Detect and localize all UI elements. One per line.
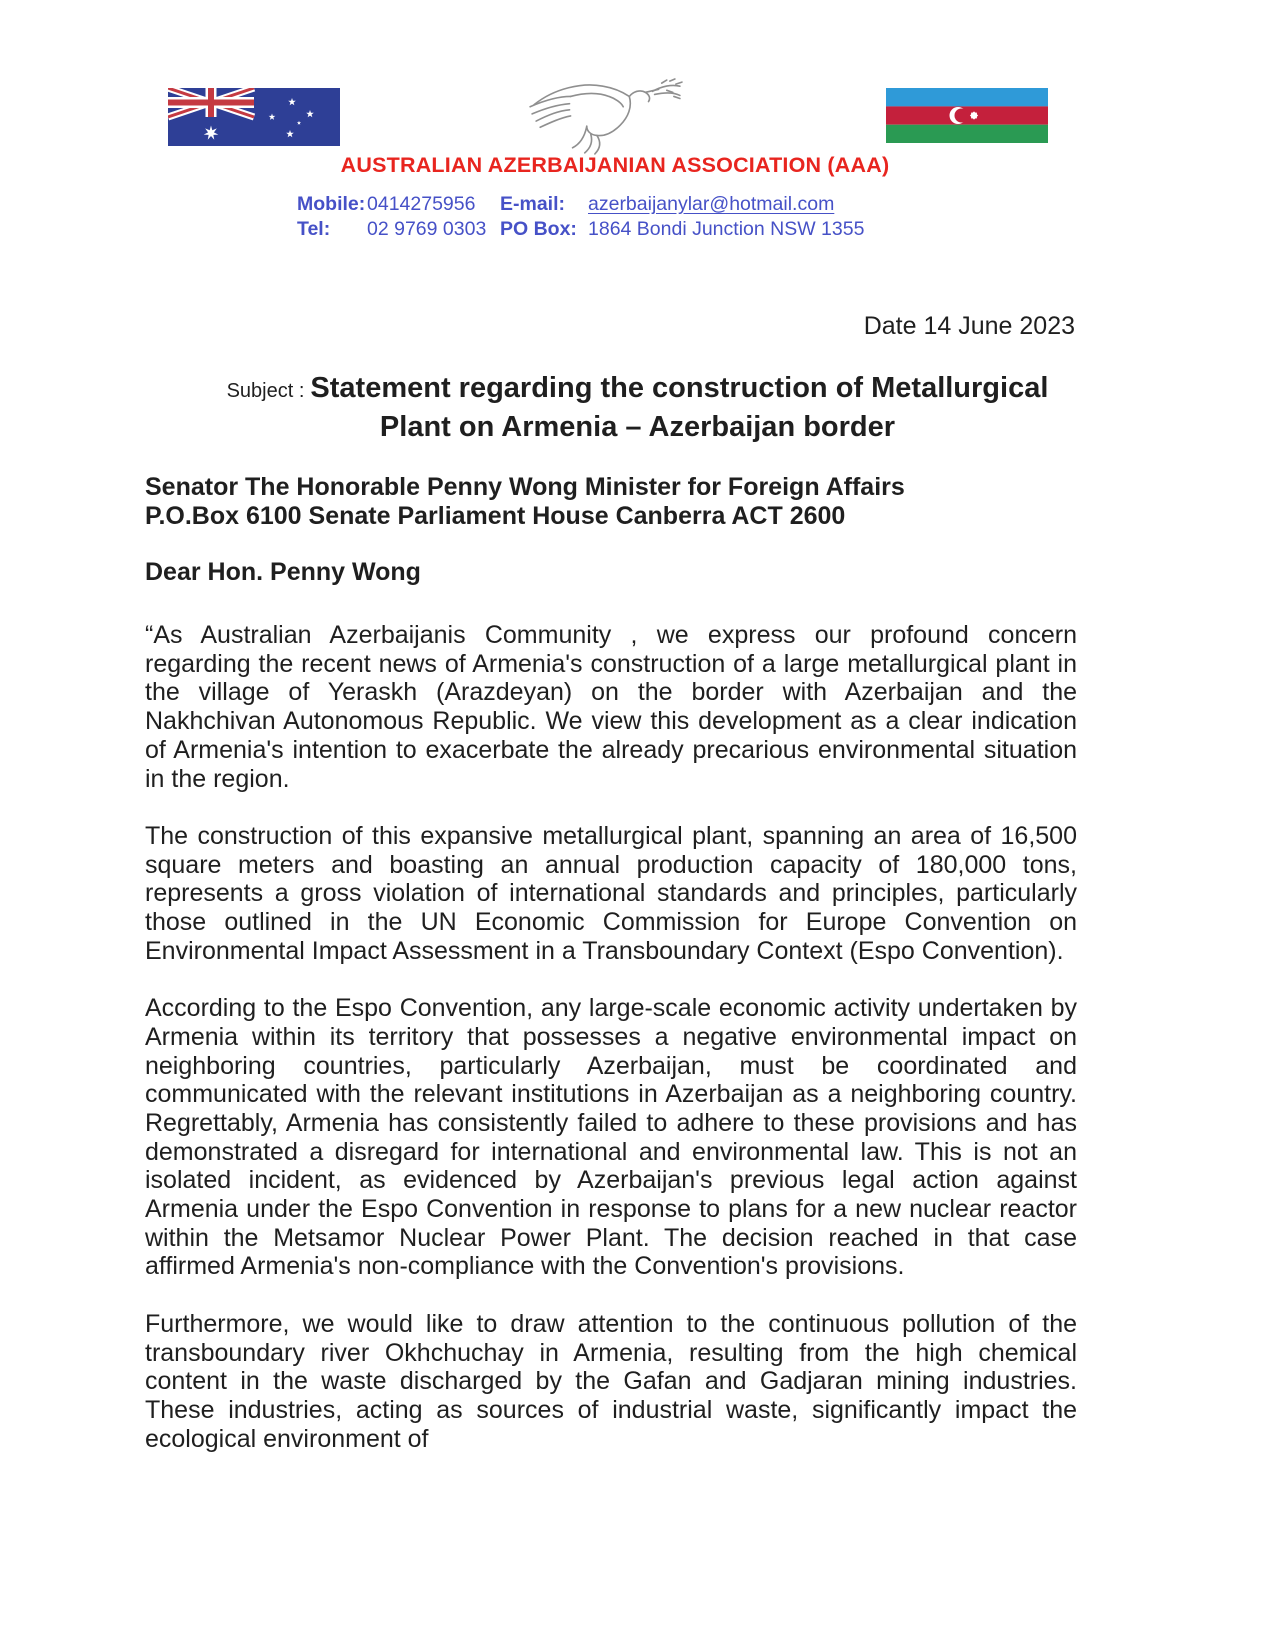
australian-flag-icon (168, 88, 340, 146)
azerbaijan-flag-icon (886, 88, 1048, 143)
contact-block (0, 192, 1275, 252)
addressee-block (145, 473, 905, 530)
addressee-line-2: P.O.Box 6100 Senate Parliament House Canberra ACT 2600 (145, 501, 846, 530)
dove-olive-branch-icon (524, 78, 686, 158)
subject-block (0, 371, 1275, 445)
subject-label: Subject : (226, 380, 305, 402)
paragraph-2: The construction of this expansive metallurgical plant, spanning an area of 16,500 square meters and boasting an annual production capacity of 180,000 tons, represents a gross violation of international standards and principles, particularly those outlined in the UN Economic Commission for Europe Convention on Environmental Impact Assessment in a Transboundary Context (Espo Convention). (145, 821, 1077, 965)
paragraph-1: “As Australian Azerbaijanis Community , we express our profound concern regarding the recent news of Armenia's construction of a large metallurgical plant in the village of Yeraskh (Arazdeyan) on the border with Azerbaijan and the Nakhchivan Autonomous Republic. We view this development as a clear indication of Armenia's intention to exacerbate the already precarious environmental situation in the region. (145, 621, 1077, 793)
mobile-label: Mobile: (297, 193, 366, 215)
subject-title-line2: Plant on Armenia – Azerbaijan border (379, 411, 896, 443)
email-link[interactable]: azerbaijanylar@hotmail.com (588, 193, 835, 215)
pobox-value: 1864 Bondi Junction NSW 1355 (588, 218, 865, 240)
pobox-label: PO Box: (500, 218, 577, 240)
email-label: E-mail: (500, 193, 566, 215)
addressee-line-1: Senator The Honorable Penny Wong Minister for Foreign Affairs (145, 473, 905, 501)
mobile-value: 0414275956 (367, 193, 476, 215)
paragraph-3: According to the Espo Convention, any large-scale economic activity undertaken by Armenia within its territory that possesses a negative environmental impact on neighboring countries, particularly Azerbaijan, must be coordinated and communicated with the relevant institutions in Azerbaijan as a neighboring country. Regrettably, Armenia has consistently failed to adhere to these provisions and has demonstrated a disregard for international and environmental law. This is not an isolated incident, as evidenced by Azerbaijan's previous legal action against Armenia under the Espo Convention in response to plans for a new nuclear reactor within the Metsamor Nuclear Power Plant. The decision reached in that case affirmed Armenia's non-compliance with the Convention's provisions. (145, 994, 1077, 1281)
paragraph-4: Furthermore, we would like to draw attention to the continuous pollution of the transboundary river Okhchuchay in Armenia, resulting from the high chemical content in the waste discharged by the Gafan and Gadjaran mining industries. These industries, acting as sources of industrial waste, significantly impact the ecological environment of (145, 1309, 1077, 1453)
org-name-title: AUSTRALIAN AZERBAIJANIAN ASSOCIATION (AAA) (340, 153, 890, 177)
subject-title-line1: Statement regarding the construction of Metallurgical (310, 372, 1049, 404)
letter-body (145, 621, 1077, 1482)
salutation: Dear Hon. Penny Wong (145, 558, 421, 586)
date-line: Date 14 June 2023 (863, 312, 1075, 340)
tel-value: 02 9769 0303 (367, 218, 487, 240)
tel-label: Tel: (297, 218, 331, 240)
